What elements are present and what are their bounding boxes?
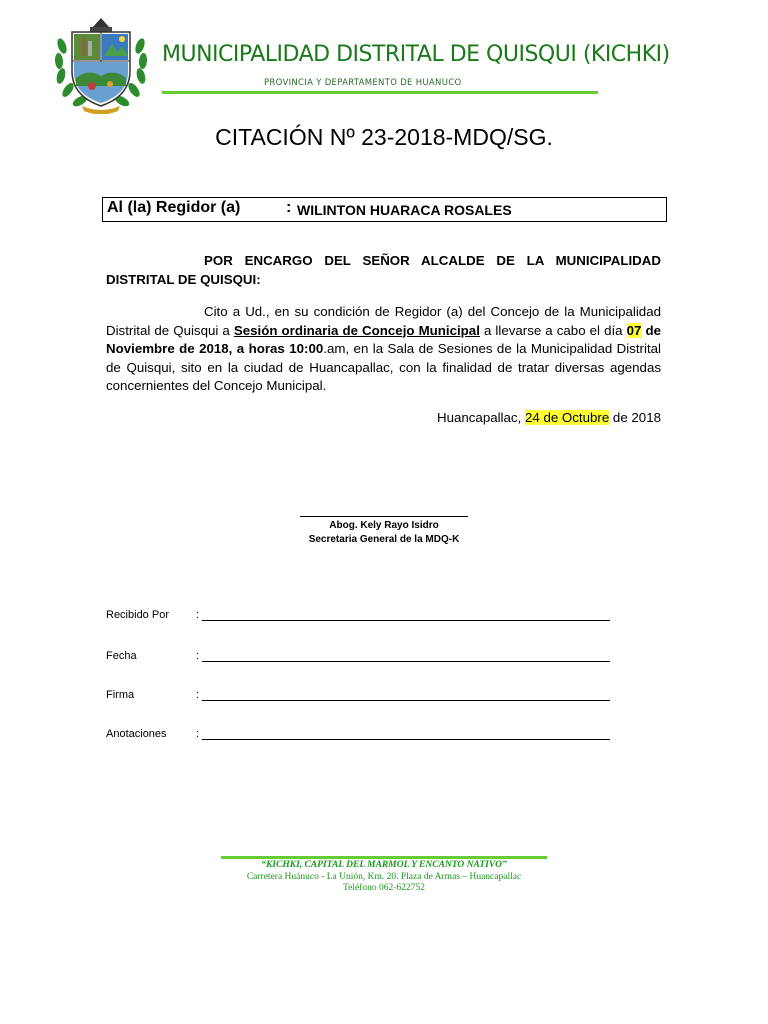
signatory-name: Abog. Kely Rayo Isidro	[329, 520, 439, 531]
session-day: 07	[626, 322, 642, 338]
blank-line	[202, 661, 610, 662]
addressee-colon: :	[286, 199, 292, 216]
addressee-label: Al (la) Regidor (a)	[107, 199, 241, 216]
blank-line	[202, 739, 610, 740]
receipt-date[interactable]: Fecha :	[106, 650, 610, 666]
footer-motto: “KICHKI, CAPITAL DEL MARMOL Y ENCANTO NATIVO”	[261, 860, 507, 870]
field-label: Recibido Por	[106, 609, 169, 621]
receipt-notes[interactable]: Anotaciones :	[106, 728, 610, 744]
blank-line	[202, 700, 610, 701]
signatory-role: Secretaria General de la MDQ-K	[308, 534, 460, 545]
municipality-title: MUNICIPALIDAD DISTRITAL DE QUISQUI (KICHKI)	[162, 42, 670, 67]
footer-address: Carretera Huánuco - La Unión, Km. 20. Plaza de Armas – Huancapallac	[246, 872, 522, 882]
addressee-box	[102, 197, 667, 222]
intro-paragraph: POR ENCARGO DEL SEÑOR ALCALDE DE LA MUNICIPALIDAD DISTRITAL DE QUISQUI:	[106, 253, 661, 287]
issue-date: 24 de Octubre	[524, 410, 610, 425]
session-type: Sesión ordinaria de Concejo Municipal	[233, 322, 480, 338]
field-label: Firma	[106, 689, 135, 701]
field-label: Anotaciones	[106, 728, 167, 740]
municipality-subtitle: PROVINCIA Y DEPARTAMENTO DE HUANUCO	[264, 78, 462, 88]
body-paragraph	[106, 303, 661, 396]
session-date-time: de Noviembre de 2018, a horas 10:00	[106, 322, 662, 356]
issue-year: de 2018	[609, 410, 661, 425]
receipt-received-by[interactable]: Recibido Por :	[106, 609, 610, 625]
session-am: .am	[323, 341, 346, 356]
place: Huancapallac,	[436, 410, 525, 425]
addressee-name: WILINTON HUARACA ROSALES	[297, 202, 512, 218]
footer-phone: Teléfono 062-622752	[343, 883, 425, 893]
signature-line	[300, 516, 468, 517]
body-text-3: , en la Sala de Sesiones de la Municipalidad Distrital de Quisqui, sito en la ciudad de Huancapallac, con la finalidad de tratar diversas agendas concernientes del Concejo Municipal.	[106, 341, 661, 393]
header-divider	[162, 91, 598, 94]
receipt-signature[interactable]: Firma :	[106, 689, 610, 705]
blank-line	[202, 620, 610, 621]
citation-title: CITACIÓN Nº 23-2018-MDQ/SG.	[215, 124, 553, 150]
place-date	[437, 410, 661, 425]
footer-divider	[221, 856, 547, 859]
body-text-1: Cito a Ud., en su condición de Regidor (a) del Concejo de la Municipalidad Distrital de Quisqui a	[106, 304, 661, 338]
field-label: Fecha	[106, 650, 137, 662]
body-text-2: a llevarse a cabo el día	[479, 322, 627, 338]
municipal-crest-icon	[52, 16, 150, 114]
